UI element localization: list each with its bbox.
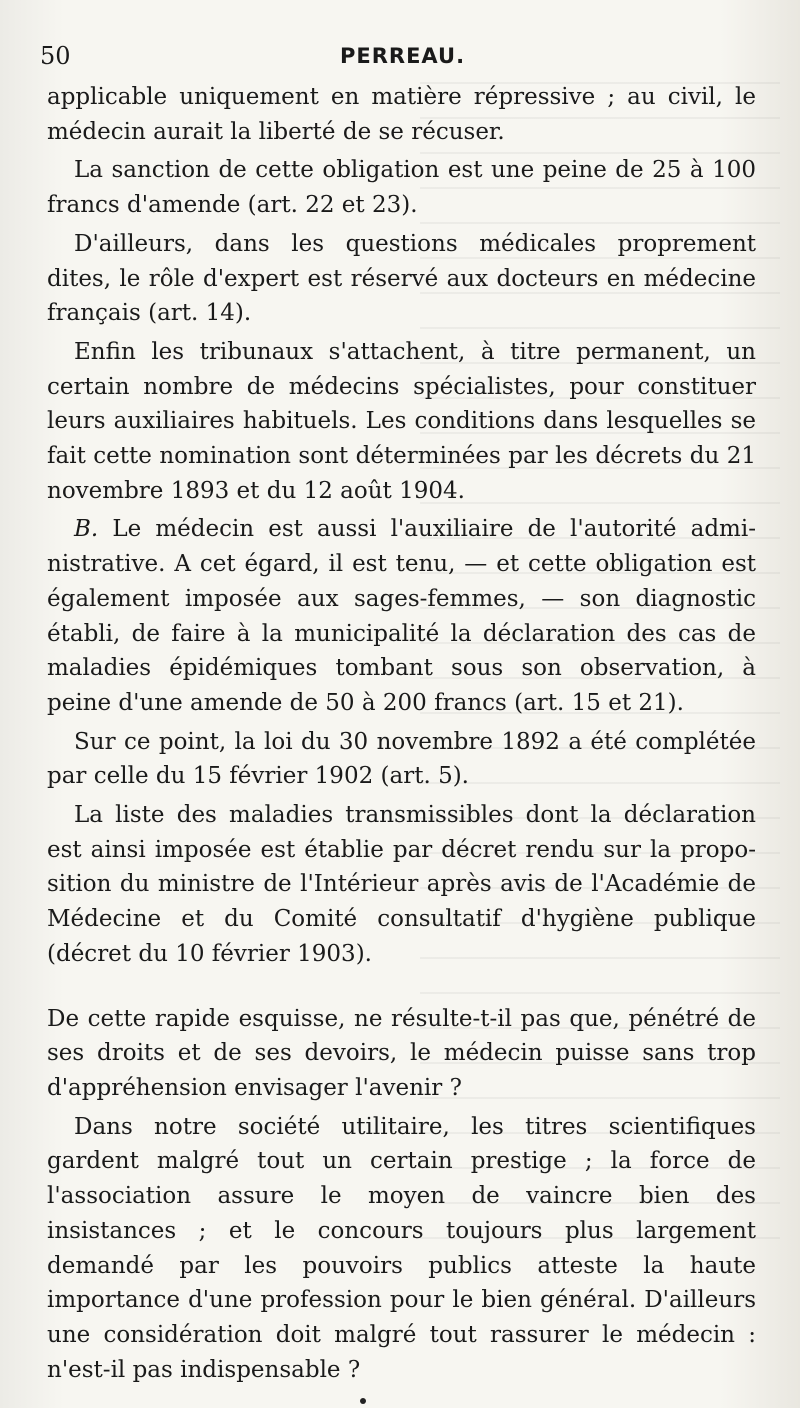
paragraph-3: D'ailleurs, dans les questions médicales proprement dites, le rôle d'expert est réservé aux docteurs en médecine français (art. 14). [47,230,756,327]
paragraph-4: Enfin les tribunaux s'attachent, à titre permanent, un certain nombre de médecins spécialistes, pour constituer leurs auxiliaires habituels. Les conditions dans lesquelles se fait cette nomination sont déterminées par les décrets du 21 novembre 1893 et du 12 août 1904. [47,338,756,504]
body-text [47,80,756,1391]
footer-dot [360,1398,366,1404]
paragraph-9: Dans notre société utilitaire, les titres scientifiques gardent malgré tout un certain prestige ; la force de l'association assure le moyen de vaincre bien des insistances ; et le concours toujours plus largement demandé par les pouvoirs publics atteste la haute importance d'une profession pour le bien général. D'ailleurs une considération doit malgré tout rassurer le médecin : n'est-il pas indispensable ? [47,1113,756,1383]
page-header [40,42,760,78]
paragraph-7: La liste des maladies transmissibles dont la déclaration est ainsi imposée est établie par décret rendu sur la proposition du ministre de l'Intérieur après avis de l'Académie de Médecine et du Comité consultatif d'hygiène publique (décret du 10 février 1903). [47,802,756,967]
running-head: PERREAU. [340,44,466,68]
paragraph-8: De cette rapide esquisse, ne résulte-t-il pas que, pénétré de ses droits et de ses devoirs, le médecin puisse sans trop d'appréhension envisager l'avenir ? [47,1005,756,1101]
page-number: 50 [40,42,71,70]
paragraph-1: applicable uniquement en matière répressive ; au civil, le médecin aurait la liberté de se récuser. [47,84,756,145]
paragraph-5 [47,512,756,720]
paragraph-5-text: Le médecin est aussi l'auxiliaire de l'autorité administrative. A cet égard, il est tenu, — et cette obligation est également imposée aux sages-femmes, — son diagnostic établi, de faire à la municipalité la déclaration des cas de maladies épidémiques tombant sous son observation, à peine d'une amende de 50 à 200 francs (art. 15 et 21). [47,516,756,716]
section-marker: B. [74,516,99,543]
paragraph-6: Sur ce point, la loi du 30 novembre 1892 a été complétée par celle du 15 février 1902 (art. 5). [47,728,756,790]
paragraph-2: La sanction de cette obligation est une peine de 25 à 100 francs d'amende (art. 22 et 23). [47,157,756,219]
